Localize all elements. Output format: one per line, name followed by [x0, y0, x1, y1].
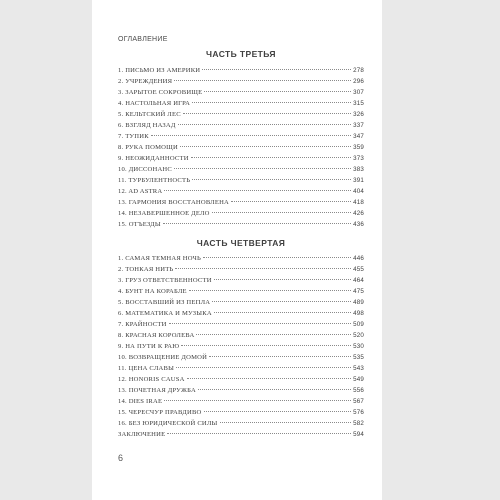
leader-dots: [192, 102, 351, 103]
running-head: ОГЛАВЛЕНИЕ: [118, 36, 168, 43]
part-three-title: ЧАСТЬ ТРЕТЬЯ: [206, 49, 276, 59]
toc-entry: [118, 286, 364, 297]
toc-entry-page: 383: [353, 166, 364, 173]
toc-entry: [118, 363, 364, 374]
toc-entry-title: 4. НАСТОЛЬНАЯ ИГРА: [118, 100, 191, 107]
toc-entry: [118, 208, 364, 219]
toc-entry-page: 475: [353, 288, 364, 295]
toc-entry-page: 549: [353, 376, 364, 383]
leader-dots: [181, 345, 351, 346]
book-page: [92, 0, 382, 500]
toc-entry-page: 594: [353, 431, 364, 438]
leader-dots: [175, 268, 351, 269]
leader-dots: [212, 212, 351, 213]
toc-entry-title: 11. ЦЕНА СЛАВЫ: [118, 365, 175, 372]
toc-entry-page: 576: [353, 409, 364, 416]
leader-dots: [231, 201, 351, 202]
toc-entry-title: 2. УЧРЕЖДЕНИЯ: [118, 78, 173, 85]
toc-entry-page: 337: [353, 122, 364, 129]
toc-entry-title: 14. DIES IRAE: [118, 398, 163, 405]
toc-entry: [118, 87, 364, 98]
toc-entry-page: 535: [353, 354, 364, 361]
leader-dots: [169, 323, 352, 324]
toc-entry-title: 1. ПИСЬМО ИЗ АМЕРИКИ: [118, 67, 201, 74]
toc-entry-title: 3. ГРУЗ ОТВЕТСТВЕННОСТИ: [118, 277, 212, 284]
page-number: 6: [118, 453, 124, 463]
toc-entry: [118, 341, 364, 352]
leader-dots: [191, 157, 351, 158]
leader-dots: [198, 389, 351, 390]
toc-entry: [118, 352, 364, 363]
toc-entry-title: 15. ЧЕРЕСЧУР ПРАВДИВО: [118, 409, 202, 416]
toc-entry-title: 14. НЕЗАВЕРШЕННОЕ ДЕЛО: [118, 210, 210, 217]
toc-entry: [118, 264, 364, 275]
toc-entry-page: 543: [353, 365, 364, 372]
toc-entry-page: 582: [353, 420, 364, 427]
leader-dots: [174, 80, 351, 81]
toc-entry-page: 359: [353, 144, 364, 151]
toc-entry: [118, 153, 364, 164]
toc-entry: [118, 308, 364, 319]
toc-entry-title: 7. КРАЙНОСТИ: [118, 321, 167, 328]
toc-entry-title: 2. ТОНКАЯ НИТЬ: [118, 266, 174, 273]
leader-dots: [180, 146, 351, 147]
toc-entry: [118, 76, 364, 87]
toc-entry-page: 509: [353, 321, 364, 328]
toc-entry-page: 278: [353, 67, 364, 74]
leader-dots: [203, 257, 351, 258]
leader-dots: [183, 113, 351, 114]
toc-entry-title: 13. ГАРМОНИЯ ВОССТАНОВЛЕНА: [118, 199, 229, 206]
leader-dots: [212, 301, 351, 302]
toc-entry: [118, 319, 364, 330]
toc-entry-page: 520: [353, 332, 364, 339]
toc-entry: [118, 253, 364, 264]
toc-entry-page: 418: [353, 199, 364, 206]
toc-entry-title: 15. ОТЪЕЗДЫ: [118, 221, 161, 228]
toc-entry-page: 296: [353, 78, 364, 85]
leader-dots: [178, 124, 352, 125]
toc-entry-page: 436: [353, 221, 364, 228]
toc-entry-page: 567: [353, 398, 364, 405]
leader-dots: [220, 422, 352, 423]
toc-entry: [118, 385, 364, 396]
leader-dots: [214, 312, 351, 313]
part-four-toc: [118, 253, 364, 440]
toc-entry-title: 13. ПОЧЕТНАЯ ДРУЖБА: [118, 387, 196, 394]
toc-entry-page: 489: [353, 299, 364, 306]
toc-entry-page: 530: [353, 343, 364, 350]
leader-dots: [202, 69, 351, 70]
toc-entry-page: 391: [353, 177, 364, 184]
part-four-title: ЧАСТЬ ЧЕТВЕРТАЯ: [196, 238, 286, 248]
toc-entry-title: 11. ТУРБУЛЕНТНОСТЬ: [118, 177, 191, 184]
toc-entry-title: 1. САМАЯ ТЕМНАЯ НОЧЬ: [118, 255, 202, 262]
toc-entry-title: 9. НЕОЖИДАННОСТИ: [118, 155, 189, 162]
toc-entry-title: 4. БУНТ НА КОРАБЛЕ: [118, 288, 187, 295]
toc-entry-title: 16. БЕЗ ЮРИДИЧЕСКОЙ СИЛЫ: [118, 420, 218, 427]
leader-dots: [164, 400, 351, 401]
toc-entry-title: 6. ВЗГЛЯД НАЗАД: [118, 122, 176, 129]
toc-entry-page: 464: [353, 277, 364, 284]
toc-entry: [118, 175, 364, 186]
toc-entry-page: 315: [353, 100, 364, 107]
leader-dots: [214, 279, 351, 280]
leader-dots: [189, 290, 351, 291]
toc-entry: [118, 219, 364, 230]
leader-dots: [174, 168, 351, 169]
part-three-toc: [118, 65, 364, 230]
toc-entry-page: 404: [353, 188, 364, 195]
toc-entry: [118, 275, 364, 286]
toc-entry-title: 3. ЗАРЫТОЕ СОКРОВИЩЕ: [118, 89, 203, 96]
toc-entry: [118, 131, 364, 142]
toc-entry-title: 7. ТУПИК: [118, 133, 149, 140]
toc-entry: [118, 120, 364, 131]
toc-entry-page: 498: [353, 310, 364, 317]
leader-dots: [151, 135, 351, 136]
leader-dots: [187, 378, 351, 379]
toc-entry-page: 326: [353, 111, 364, 118]
toc-entry: [118, 186, 364, 197]
leader-dots: [209, 356, 351, 357]
toc-entry-title: 10. ДИССОНАНС: [118, 166, 172, 173]
toc-entry-title: ЗАКЛЮЧЕНИЕ: [118, 431, 166, 438]
leader-dots: [176, 367, 351, 368]
toc-entry-title: 5. КЕЛЬТСКИЙ ЛЕС: [118, 111, 181, 118]
toc-entry-title: 6. МАТЕМАТИКА И МУЗЫКА: [118, 310, 212, 317]
leader-dots: [196, 334, 351, 335]
toc-entry-title: 12. AD ASTRA: [118, 188, 163, 195]
leader-dots: [204, 411, 352, 412]
toc-entry-page: 446: [353, 255, 364, 262]
toc-entry: [118, 429, 364, 440]
toc-entry: [118, 407, 364, 418]
toc-entry-title: 12. HONORIS CAUSA: [118, 376, 185, 383]
toc-entry: [118, 142, 364, 153]
toc-entry-page: 373: [353, 155, 364, 162]
toc-entry: [118, 396, 364, 407]
leader-dots: [204, 91, 351, 92]
toc-entry-page: 347: [353, 133, 364, 140]
toc-entry: [118, 98, 364, 109]
toc-entry-page: 455: [353, 266, 364, 273]
toc-entry: [118, 197, 364, 208]
toc-entry: [118, 374, 364, 385]
toc-entry-title: 5. ВОССТАВШИЙ ИЗ ПЕПЛА: [118, 299, 211, 306]
leader-dots: [167, 433, 351, 434]
toc-entry-title: 9. НА ПУТИ К РАЮ: [118, 343, 180, 350]
toc-entry: [118, 65, 364, 76]
toc-entry: [118, 164, 364, 175]
toc-entry-title: 8. РУКА ПОМОЩИ: [118, 144, 178, 151]
toc-entry-page: 556: [353, 387, 364, 394]
toc-entry-page: 307: [353, 89, 364, 96]
toc-entry: [118, 297, 364, 308]
toc-entry: [118, 330, 364, 341]
leader-dots: [192, 179, 351, 180]
toc-entry: [118, 418, 364, 429]
toc-entry-title: 8. КРАСНАЯ КОРОЛЕВА: [118, 332, 195, 339]
leader-dots: [163, 223, 351, 224]
toc-entry: [118, 109, 364, 120]
toc-entry-title: 10. ВОЗВРАЩЕНИЕ ДОМОЙ: [118, 354, 208, 361]
toc-entry-page: 426: [353, 210, 364, 217]
leader-dots: [164, 190, 351, 191]
